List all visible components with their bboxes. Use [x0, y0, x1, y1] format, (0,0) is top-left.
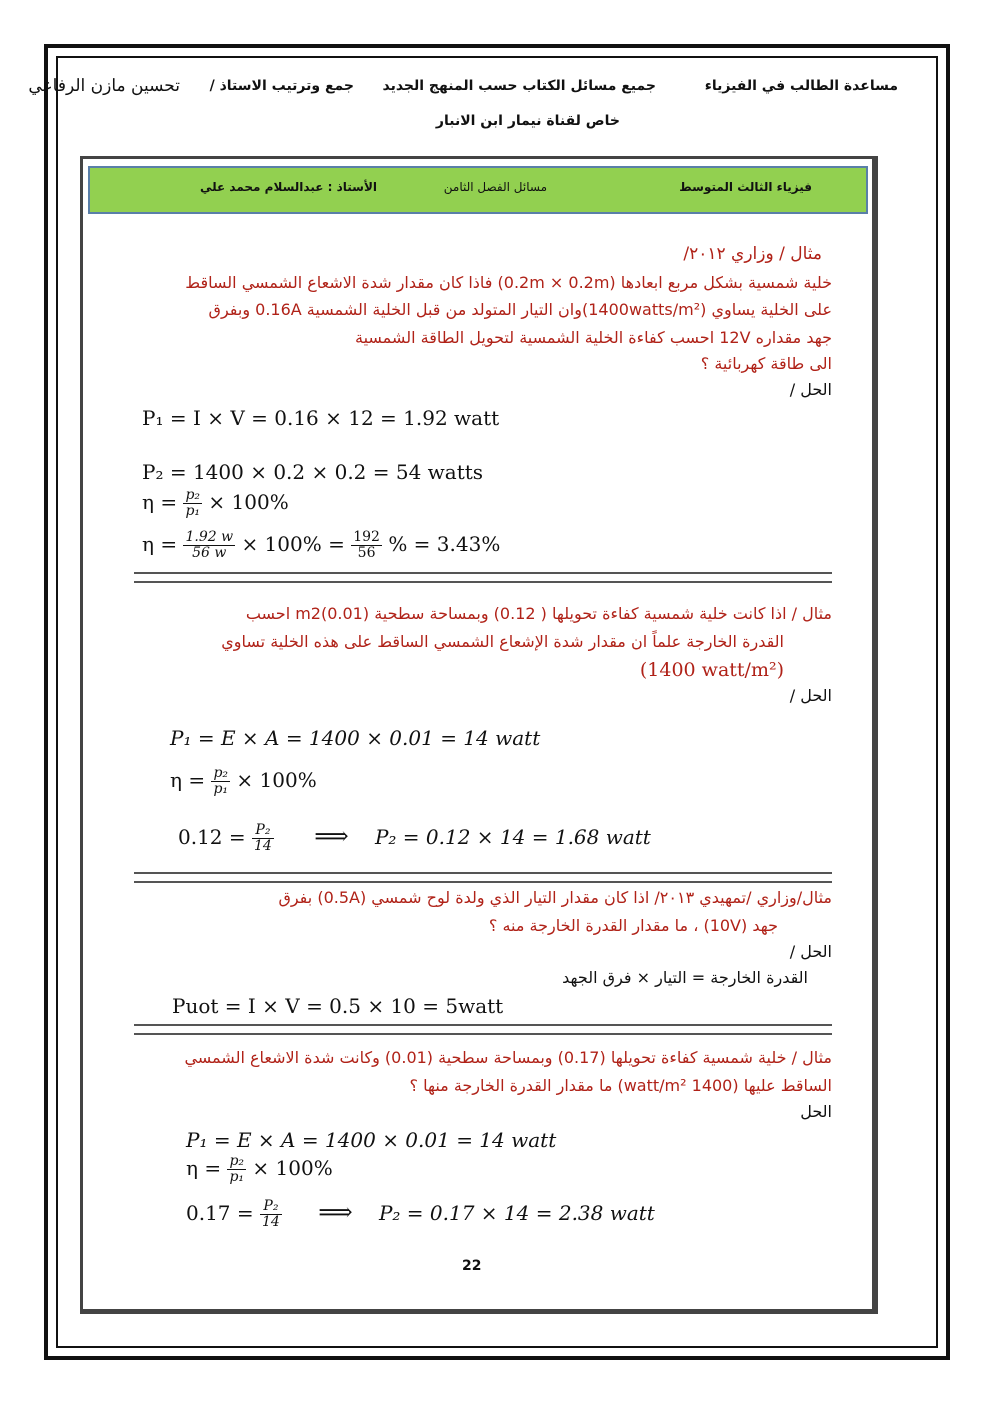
example2-solution-label: الحل / — [789, 686, 832, 705]
header-center-title: جميع مسائل الكتاب حسب المنهج الجديد — [382, 78, 656, 94]
eta-lhs: η = — [186, 1156, 222, 1180]
example4-output-calc — [186, 1198, 655, 1230]
header-left-title: مساعدة الطالب في الفيزياء — [704, 78, 898, 94]
example3-eq1: Puot = I × V = 0.5 × 10 = 5watt — [172, 994, 504, 1018]
numerator: P₂ — [260, 1199, 282, 1215]
numerator: 192 — [353, 529, 380, 545]
denominator: 56 — [357, 545, 376, 561]
example1-efficiency-formula — [142, 488, 289, 519]
eta-lhs: η = — [142, 490, 178, 514]
example2-result: P₂ = 0.12 × 14 = 1.68 watt — [374, 825, 651, 849]
fraction — [351, 530, 382, 561]
denominator: 14 — [254, 838, 272, 854]
fraction — [211, 766, 230, 797]
separator — [134, 1024, 832, 1035]
denominator: p₁ — [229, 1169, 245, 1185]
example4-line1: مثال / خلية شمسية كفاءة تحويلها (0.17) وبمساحة سطحية (0.01) وكانت شدة الاشعاع الشمسي — [184, 1048, 832, 1067]
example1-heading: مثال / وزاري ٢٠١٢/ — [683, 244, 822, 264]
lhs: 0.17 = — [186, 1201, 254, 1225]
example1-efficiency-calc — [142, 530, 500, 561]
eta-lhs: η = — [170, 768, 206, 792]
example2-line1: مثال / اذا كانت خلية شمسية كفاءة تحويلها ( 0.12) وبمساحة سطحية (0.01)m2 احسب — [245, 604, 832, 623]
header-compiled: جمع وترتيب الاستاذ / — [209, 78, 354, 94]
fraction — [252, 823, 274, 854]
example1-line4: الى طاقة كهربائية ؟ — [700, 354, 832, 373]
fraction — [183, 488, 202, 519]
example2-efficiency-formula — [170, 766, 317, 797]
denominator: 14 — [262, 1214, 280, 1230]
numerator: p₂ — [185, 487, 201, 503]
arrow-icon: ⟹ — [318, 1198, 353, 1226]
band-teacher: الأستاذ : عبدالسلام محمد علي — [200, 180, 377, 194]
numerator: p₂ — [213, 765, 229, 781]
numerator: 1.92 w — [185, 529, 234, 545]
denominator: p₁ — [185, 503, 201, 519]
example3-solution-label: الحل / — [789, 942, 832, 961]
separator — [134, 872, 832, 883]
band-chapter: مسائل الفصل الثامن — [443, 180, 547, 194]
example4-eq1: P₁ = E × A = 1400 × 0.01 = 14 watt — [186, 1128, 557, 1152]
example1-eq2: P₂ = 1400 × 0.2 × 0.2 = 54 watts — [142, 460, 484, 484]
example2-output-calc — [178, 822, 651, 854]
times-100: × 100% — [236, 768, 317, 792]
example2-line2: القدرة الخارجة علماً ان مقدار شدة الإشعاع الشمسي الساقط على هذه الخلية تساوي — [221, 632, 784, 651]
example1-line3: جهد مقداره 12V احسب كفاءة الخلية الشمسية لتحويل الطاقة الشمسية — [355, 328, 832, 347]
page-number: 22 — [462, 1258, 482, 1274]
example4-solution-label: الحل — [800, 1102, 832, 1121]
example2-line3: (1400 watt/m²) — [639, 659, 784, 681]
example4-result: P₂ = 0.17 × 14 = 2.38 watt — [378, 1201, 655, 1225]
example1-result: % = 3.43% — [388, 532, 501, 556]
numerator: P₂ — [252, 823, 274, 839]
example4-line2: الساقط عليها (1400 watt/m²) ما مقدار القدرة الخارجة منها ؟ — [409, 1076, 832, 1095]
example3-line1: مثال/وزاري /تمهيدي ٢٠١٣/ اذا كان مقدار التيار الذي ولدة لوح شمسي (0.5A) بفرق — [278, 888, 832, 907]
denominator: 56 w — [192, 545, 227, 561]
example1-line2: على الخلية يساوي (1400watts/m²)وان التيار المتولد من قبل الخلية الشمسية 0.16A وبفرق — [208, 300, 832, 319]
example1-eq1: P₁ = I × V = 0.16 × 12 = 1.92 watt — [142, 406, 500, 430]
arrow-icon: ⟹ — [314, 822, 349, 850]
band-subject: فيزياء الثالث المتوسط — [679, 180, 812, 194]
example3-line2: جهد (10V) ، ما مقدار القدرة الخارجة منه ؟ — [488, 916, 778, 935]
fraction — [227, 1154, 246, 1185]
times-100: × 100% — [252, 1156, 333, 1180]
numerator: p₂ — [229, 1153, 245, 1169]
times-100: × 100% — [208, 490, 289, 514]
example1-line1: خلية شمسية بشكل مربع ابعادها (0.2m × 0.2m) فاذا كان مقدار شدة الاشعاع الشمسي الساقط — [185, 273, 832, 292]
fraction — [260, 1199, 282, 1230]
times-100-equals: × 100% = — [241, 532, 345, 556]
header-channel: خاص لقناة نيمار ابن الانبار — [435, 113, 620, 129]
eta-lhs: η = — [142, 532, 178, 556]
example1-solution-label: الحل / — [789, 380, 832, 399]
separator — [134, 572, 832, 583]
example4-efficiency-formula — [186, 1154, 333, 1185]
denominator: p₁ — [213, 781, 229, 797]
fraction — [183, 530, 235, 561]
example2-eq1: P₁ = E × A = 1400 × 0.01 = 14 watt — [170, 726, 541, 750]
header-author: تحسين مازن الرفاعي — [28, 76, 180, 96]
lhs: 0.12 = — [178, 825, 246, 849]
example3-rule: القدرة الخارجة = التيار × فرق الجهد — [562, 968, 808, 987]
